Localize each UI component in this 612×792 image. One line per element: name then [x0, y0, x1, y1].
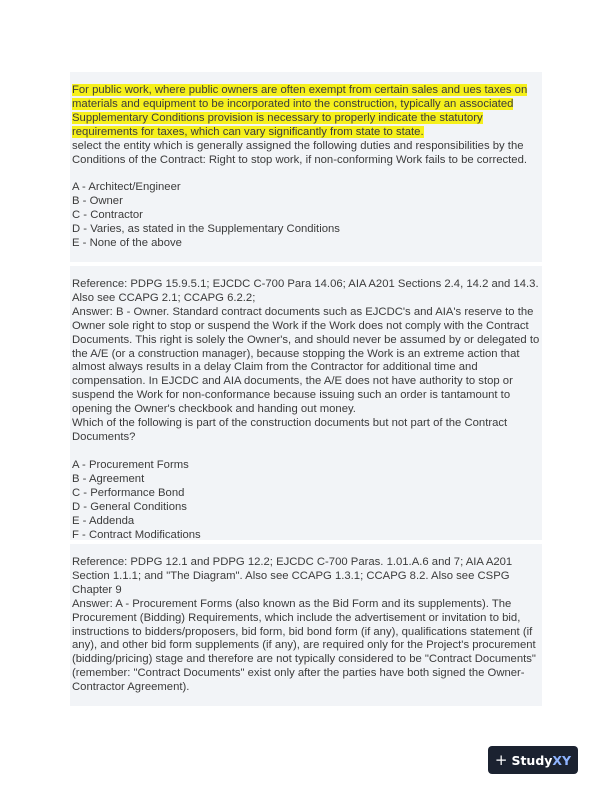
option-d: D - General Conditions — [72, 500, 187, 513]
question-card-2 — [70, 458, 542, 540]
option-c: C - Contractor — [72, 209, 143, 222]
option-a: A - Procurement Forms — [72, 459, 189, 471]
question-text: Which of the following is part of the construction documents but not part of the Contract Documents? — [72, 417, 508, 443]
reference-text: Reference: PDPG 15.9.5.1; EJCDC C-700 Para 14.06; AIA A201 Sections 2.4, 14.2 and 14.3. Also see CCAPG 2.1; CCAPG 6.2.2; — [72, 278, 539, 304]
option-a: A - Architect/Engineer — [72, 181, 181, 194]
answer-card-1 — [70, 266, 542, 458]
option-b: B - Owner — [72, 195, 123, 208]
question-card-1 — [70, 72, 542, 262]
studyxy-logo-badge[interactable] — [488, 746, 578, 774]
option-e: E - None of the above — [72, 237, 182, 250]
option-b: B - Agreement — [72, 472, 145, 485]
answer-text: Answer: B - Owner. Standard contract documents such as EJCDC's and AIA's reserve to the Owner sole right to stop or suspend the Work if the Work does not comply with the Contract Documents. This right is solely the Owner's, and should never be assumed by or delegated to the A/E (or a construction manager), because stopping the Work is an extreme action that almost always results in a delay Claim from the Contractor for additional time and compensation. In EJCDC and AIA documents, the A/E does not have authority to stop or suspend the Work for non-conformance because issuing such an order is tantamount to opening the Owner's checkbook and handing out money. — [72, 305, 540, 416]
answer-card-2 — [70, 544, 542, 706]
brand-name: StudyXY — [511, 752, 572, 768]
plus-icon: + — [494, 750, 508, 769]
highlighted-passage: For public work, where public owners are often exempt from certain sales and ues taxes on materials and equipment to be incorporated into the construction, typically an associated Supplementary Conditions provision is necessary to properly indicate the statutory requirements for taxes, which can vary significantly from state to state. — [72, 84, 528, 138]
option-c: C - Performance Bond — [72, 486, 185, 499]
option-d: D - Varies, as stated in the Supplementary Conditions — [72, 223, 340, 236]
question-text: select the entity which is generally assigned the following duties and responsibilities by the Conditions of the Contract: Right to stop work, if non-conforming Work fails to be corrected. — [72, 139, 528, 166]
option-f: F - Contract Modifications — [72, 528, 201, 541]
reference-text: Reference: PDPG 12.1 and PDPG 12.2; EJCDC C-700 Paras. 1.01.A.6 and 7; AIA A201 Section 1.1.1; and "The Diagram". Also see CCAPG 1.3.1; CCAPG 8.2. Also see CSPG Chapter 9 — [72, 556, 513, 596]
answer-text: Answer: A - Procurement Forms (also known as the Bid Form and its supplements). The Procurement (Bidding) Requirements, which include the advertisement or invitation to bid, instructions to bidders/proposers, bid form, bid bond form (if any), qualifications statement (if any), and other bid form supplements (if any), are required only for the Project's procurement (bidding/pricing) stage and therefore are not typically considered to be "Contract Documents" (remember: "Contract Documents" exist only after the parties have both signed the Owner-Contractor Agreement). — [72, 597, 536, 694]
option-e: E - Addenda — [72, 514, 135, 527]
